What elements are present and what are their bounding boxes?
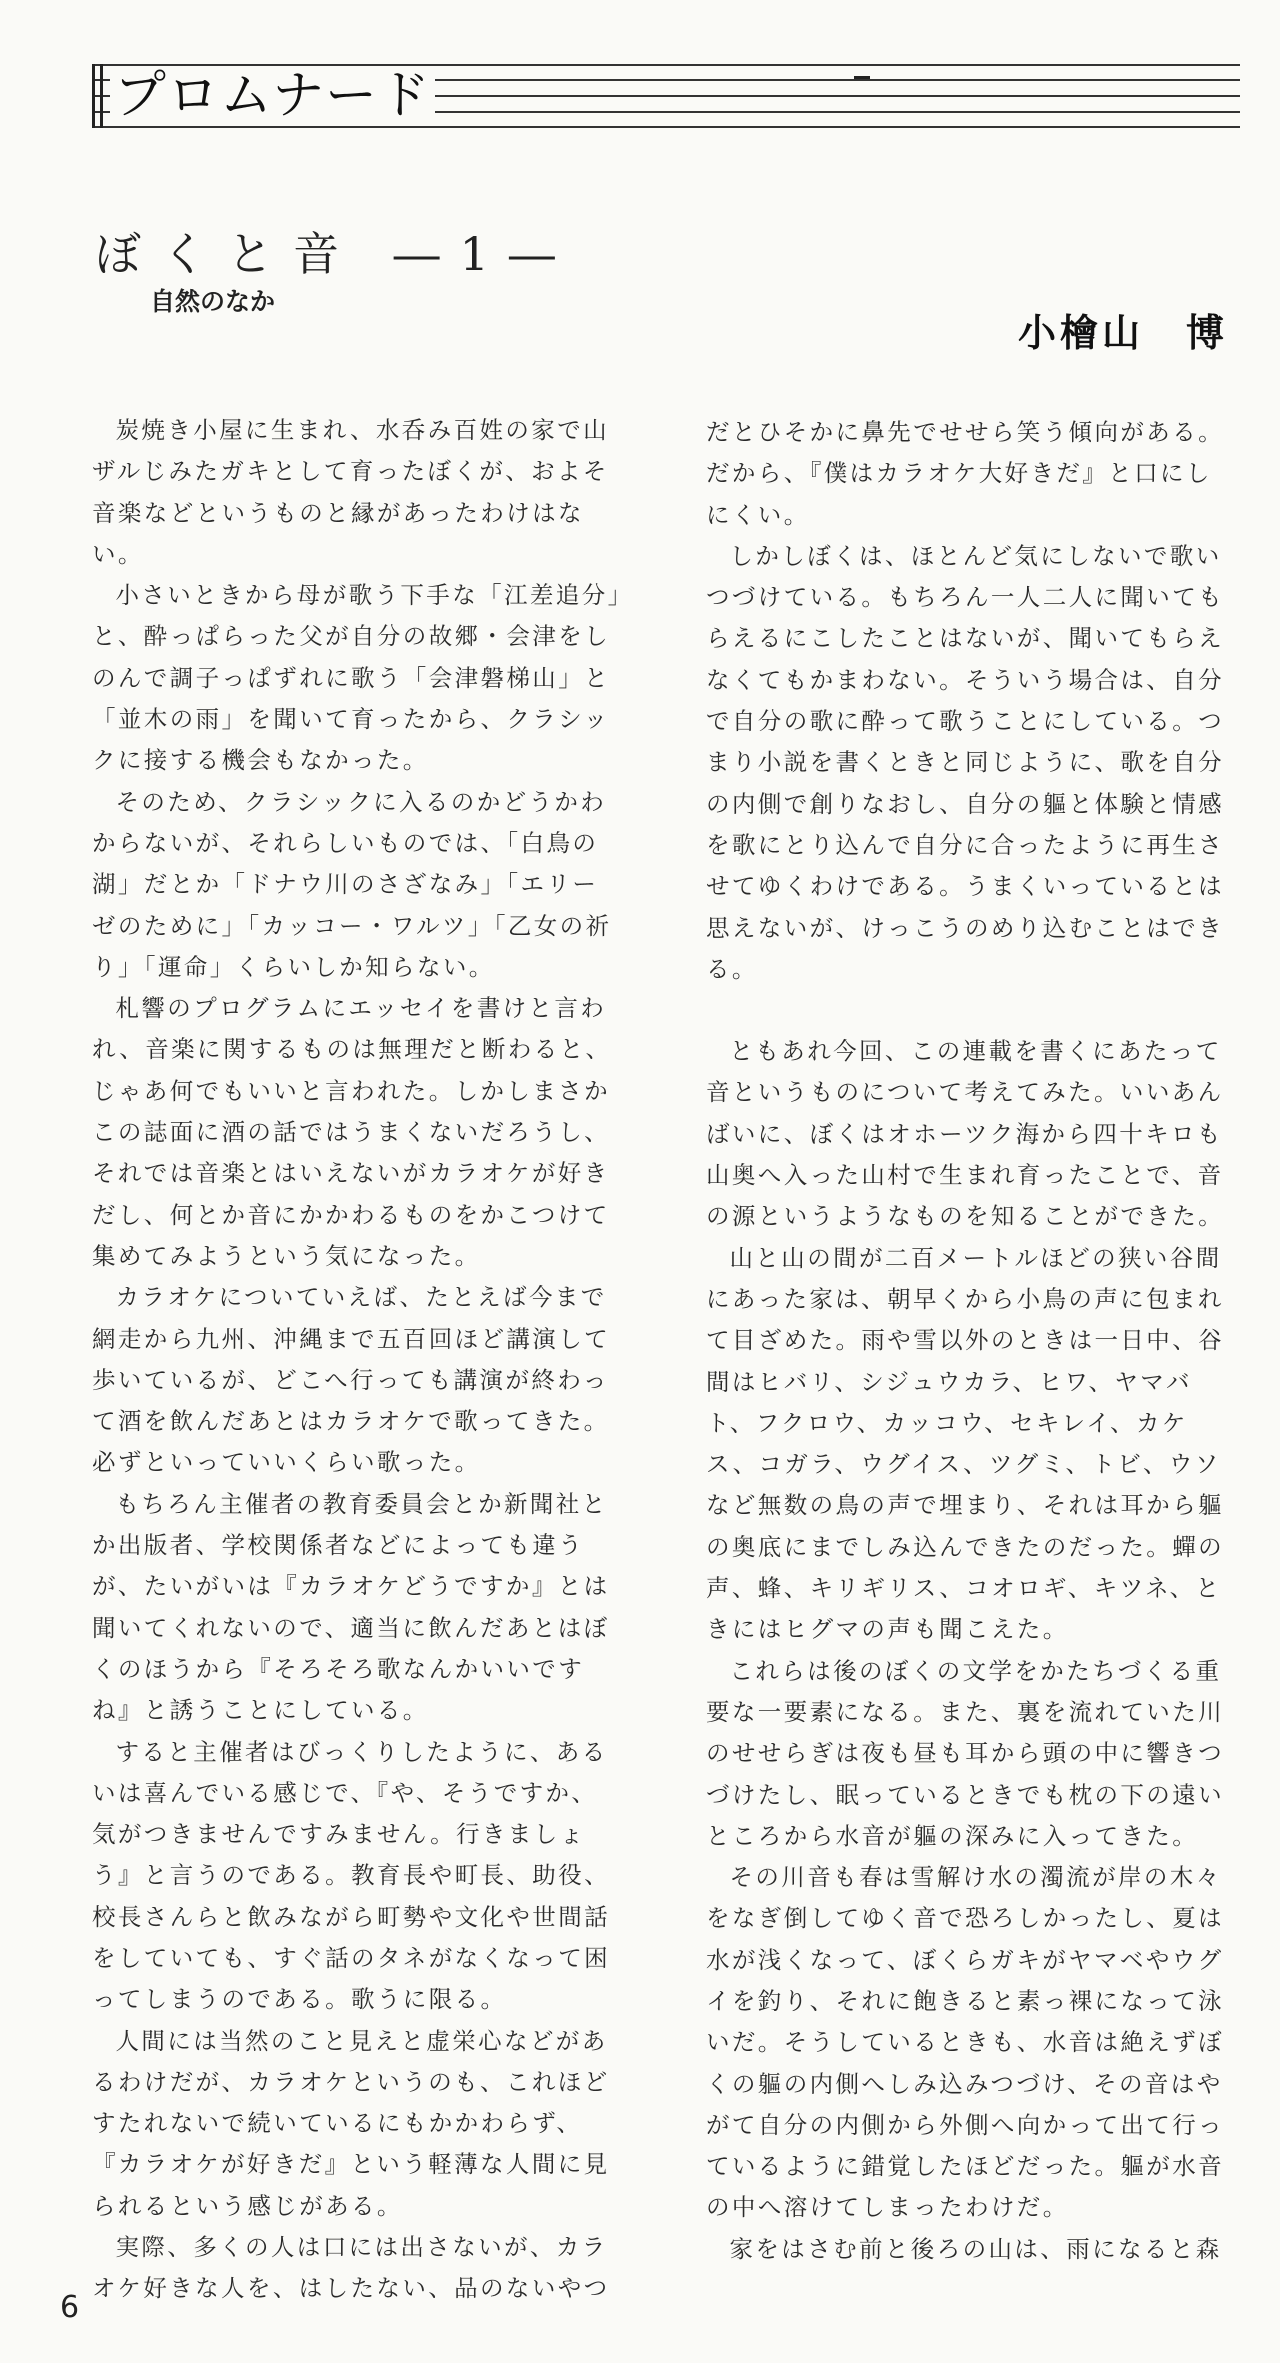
section-break	[706, 990, 1236, 1031]
paragraph: だとひそかに鼻先でせせら笑う傾向がある。だから、『僕はカラオケ大好きだ』と口にしにくい。	[706, 418, 1224, 529]
paragraph: しかしぼくは、ほとんど気にしないで歌いつづけている。もちろん一人二人に聞いてもらえるにこしたことはないが、聞いてもらえなくてもかまわない。そういう場合は、自分で自分の歌に酔って歌うことにしている。つまり小説を書くときと同じように、歌を自分の内側で創りなおし、自分の軀と体験と情感を歌にとり込んで自分に合ったように再生させてゆくわけである。うまくいっているとは思えないが、けっこうのめり込むことはできる。	[706, 541, 1224, 983]
paragraph: 家をはさむ前と後ろの山は、雨になると森	[729, 2234, 1222, 2263]
section-name: プロムナード	[110, 66, 435, 126]
article-author: 小檜山 博	[1017, 311, 1228, 355]
article-title: ぼくと音 ―1―	[95, 227, 575, 281]
staff-note-mark	[854, 76, 870, 79]
paragraph: すると主催者はびっくりしたように、あるいは喜んでいる感じで、『や、そうですか、気がつきませんですみません。行きましょう』と言うのである。教育長や町長、助役、校長さんらと飲みながら町勢や文化や世間話をしていても、すぐ話のタネがなくなって困ってしまうのである。歌うに限る。	[92, 1737, 610, 2014]
right-column	[706, 412, 1236, 2270]
page-number: 6	[60, 2290, 80, 2325]
paragraph: 実際、多くの人は口には出さないが、カラオケ好きな人を、はしたない、品のないやつ	[92, 2233, 610, 2303]
article-subtitle: 自然のなか	[150, 287, 276, 316]
paragraph: そのため、クラシックに入るのかどうかわからないが、それらしいものでは、「白鳥の湖」だとか「ドナウ川のさざなみ」「エリーゼのために」「カッコー・ワルツ」「乙女の祈り」「運命」くらいしか知らない。	[92, 787, 612, 981]
paragraph: もちろん主催者の教育委員会とか新聞社とか出版者、学校関係者などによっても違うが、たいがいは『カラオケどうですか』とは聞いてくれないので、適当に飲んだあとはぼくのほうから『そろそろ歌なんかいいですね』と誘うことにしている。	[92, 1489, 610, 1725]
paragraph: カラオケについていえば、たとえば今まで網走から九州、沖縄まで五百回ほど講演して歩いているが、どこへ行っても講演が終わって酒を飲んだあとはカラオケで歌ってきた。必ずといっていいくらい歌った。	[92, 1283, 610, 1477]
paragraph: 小さいときから母が歌う下手な「江差追分」と、酔っぱらった父が自分の故郷・会津をしのんで調子っぱずれに歌う「会津磐梯山」と「並木の雨」を聞いて育ったから、クラシックに接する機会もなかった。	[92, 581, 622, 775]
paragraph: その川音も春は雪解け水の濁流が岸の木々をなぎ倒してゆく音で恐ろしかったし、夏は水が浅くなって、ぼくらガキがヤマベやウグイを釣り、それに飽きると素っ裸になって泳いだ。そうしているときも、水音は絶えずぼくの軀の内側へしみ込みつづけ、その音はやがて自分の内側から外側へ向かって出て行っているように錯覚したほどだった。軀が水音の中へ溶けてしまったわけだ。	[706, 1863, 1224, 2222]
paragraph: 山と山の間が二百メートルほどの狭い谷間にあった家は、朝早くから小鳥の声に包まれて目ざめた。雨や雪以外のときは一日中、谷間はヒバリ、シジュウカラ、ヒワ、ヤマバト、フクロウ、カッコウ、セキレイ、カケス、コガラ、ウグイス、ツグミ、トビ、ウソなど無数の鳥の声で埋まり、それは耳から軀の奥底にまでしみ込んできたのだった。蟬の声、蜂、キリギリス、コオロギ、キツネ、ときにはヒグマの声も聞こえた。	[706, 1243, 1224, 1644]
paragraph: これらは後のぼくの文学をかたちづくる重要な一要素になる。また、裏を流れていた川のせせらぎは夜も昼も耳から頭の中に響きつづけたし、眠っているときでも枕の下の遠いところから水音が軀の深みに入ってきた。	[706, 1656, 1224, 1850]
paragraph: 炭焼き小屋に生まれ、水呑み百姓の家で山ザルじみたガキとして育ったぼくが、およそ音楽などというものと縁があったわけはない。	[92, 416, 610, 568]
left-column	[92, 410, 622, 2310]
paragraph: ともあれ今回、この連載を書くにあたって音というものについて考えてみた。いいあんばいに、ぼくはオホーツク海から四十キロも山奥へ入った山村で生まれ育ったことで、音の源というようなものを知ることができた。	[706, 1037, 1224, 1231]
paragraph: 人間には当然のこと見えと虚栄心などがあるわけだが、カラオケというのも、これほどすたれないで続いているにもかかわらず、『カラオケが好きだ』という軽薄な人間に見られるという感じがある。	[92, 2026, 610, 2220]
paragraph: 札響のプログラムにエッセイを書けと言われ、音楽に関するものは無理だと断わると、じゃあ何でもいいと言われた。しかしまさかこの誌面に酒の話ではうまくないだろうし、それでは音楽とはいえないがカラオケが好きだし、何とか音にかかわるものをかこつけて集めてみようという気になった。	[92, 994, 612, 1270]
